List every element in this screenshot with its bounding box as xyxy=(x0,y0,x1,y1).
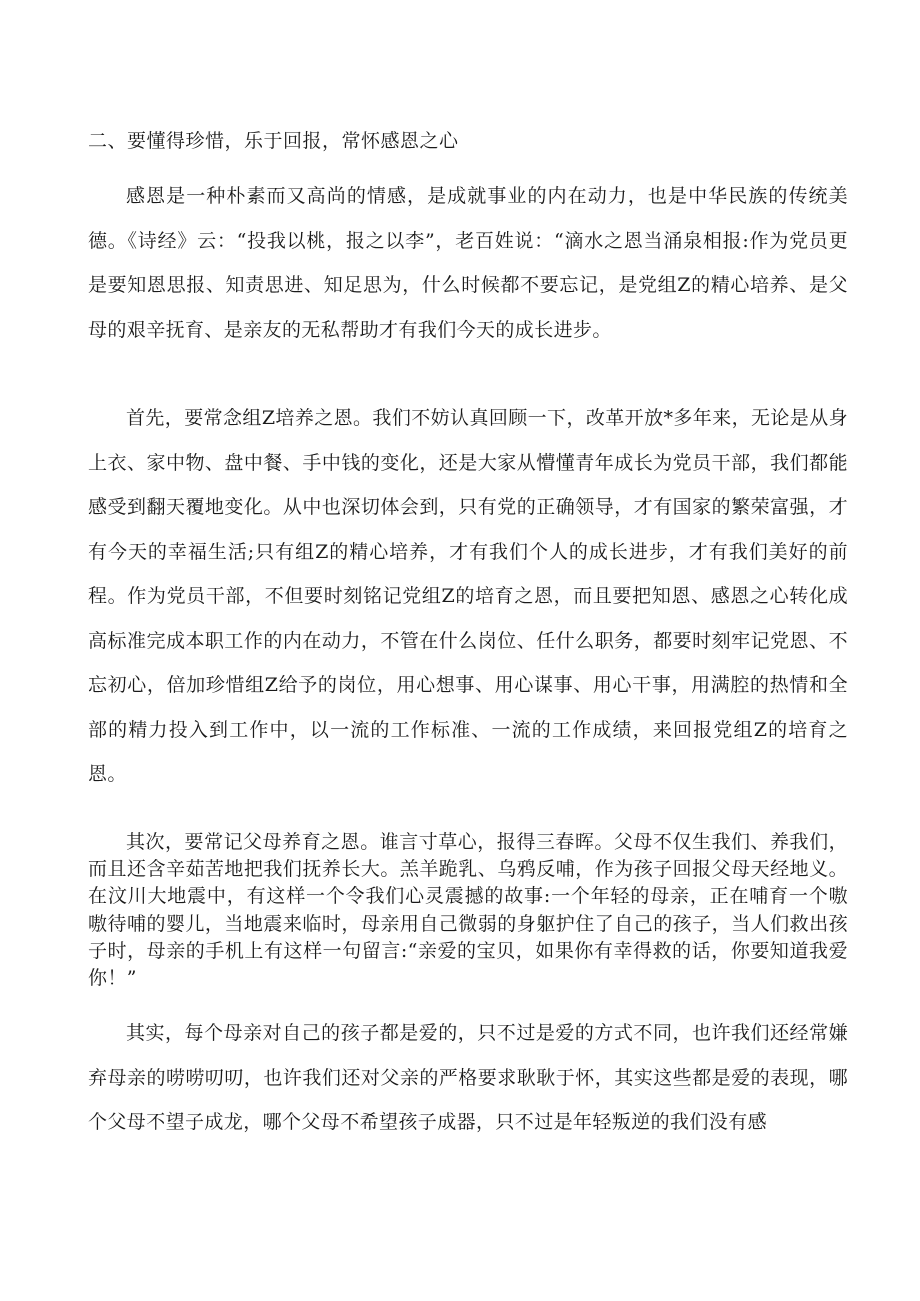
paragraph-organization-gratitude: 首先，要常念组Z培养之恩。我们不妨认真回顾一下，改革开放*多年来，无论是从身上衣、家中物、盘中餐、手中钱的变化，还是大家从懵懂青年成长为党员干部，我们都能感受到翻天覆地变化。从中也深切体会到，只有党的正确领导，才有国家的繁荣富强，才有今天的幸福生活;只有组Z的精心培养，才有我们个人的成长进步，才有我们美好的前程。作为党员干部，不但要时刻铭记党组Z的培育之恩，而且要把知恩、感恩之心转化成高标准完成本职工作的内在动力，不管在什么岗位、任什么职务，都要时刻牢记党恩、不忘初心，倍加珍惜组Z给予的岗位，用心想事、用心谋事、用心干事，用满腔的热情和全部的精力投入到工作中，以一流的工作标准、一流的工作成绩，来回报党组Z的培育之恩。 xyxy=(88,407,848,785)
paragraph-parents-gratitude: 其次，要常记父母养育之恩。谁言寸草心，报得三春晖。父母不仅生我们、养我们，而且还含辛茹苦地把我们抚养长大。羔羊跪乳、乌鸦反哺，作为孩子回报父母天经地义。在汶川大地震中，有这样一个令我们心灵震撼的故事:一个年轻的母亲，正在哺育一个嗷嗷待哺的婴儿，当地震来临时，母亲用自己微弱的身躯护住了自己的孩子，当人们救出孩子时，母亲的手机上有这样一句留言:“亲爱的宝贝，如果你有幸得救的话，你要知道我爱你！” xyxy=(88,831,848,990)
paragraph-gratitude-intro: 感恩是一种朴素而又高尚的情感，是成就事业的内在动力，也是中华民族的传统美德。《诗经》云：“投我以桃，报之以李”，老百姓说：“滴水之恩当涌泉相报:作为党员更是要知恩思报、知责思进、知足思为，什么时候都不要忘记，是党组Z的精心培养、是父母的艰辛抚育、是亲友的无私帮助才有我们今天的成长进步。 xyxy=(88,185,848,341)
paragraph-mothers-love: 其实，每个母亲对自己的孩子都是爱的，只不过是爱的方式不同，也许我们还经常嫌弃母亲的唠唠叨叨，也许我们还对父亲的严格要求耿耿于怀，其实这些都是爱的表现，哪个父母不望子成龙，哪个父母不希望孩子成器，只不过是年轻叛逆的我们没有感 xyxy=(88,1022,848,1133)
section-heading: 二、要懂得珍惜，乐于回报，常怀感恩之心 xyxy=(88,130,459,152)
